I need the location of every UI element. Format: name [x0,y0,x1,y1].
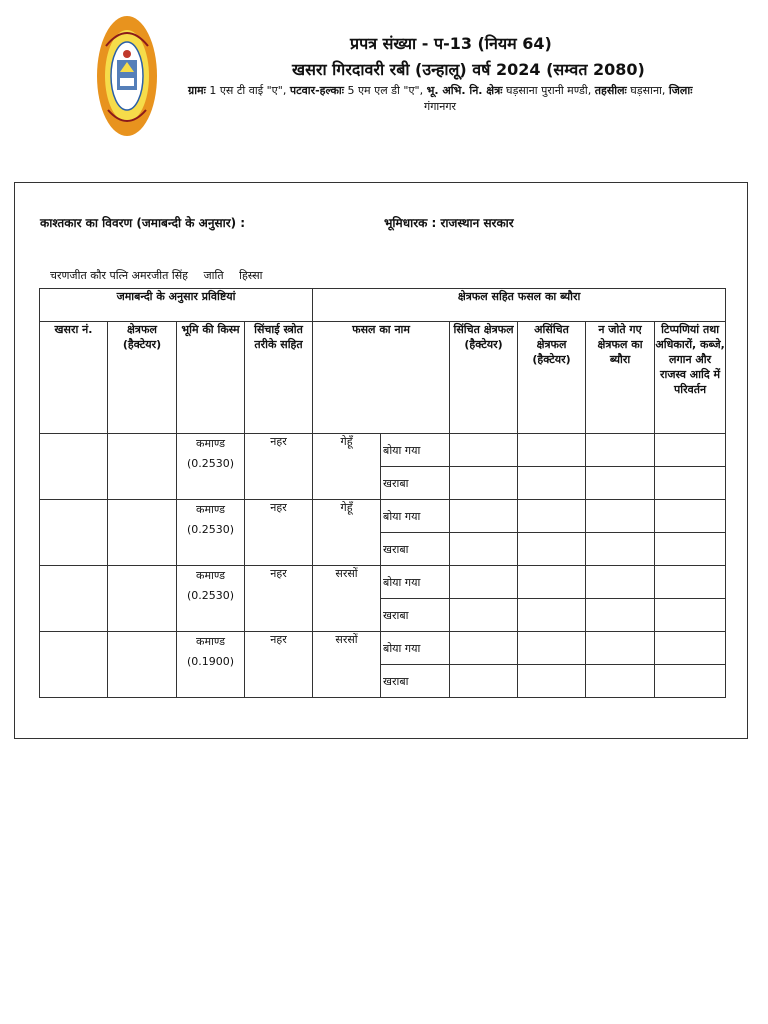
col-header-unploughed: न जोते गए क्षेत्रफल का ब्यौरा [586,322,655,434]
group-header-jamabandi: जमाबन्दी के अनुसार प्रविष्टियां [40,289,313,322]
empty-cell [518,632,586,665]
patwar-value: 5 एम एल डी "ए", [347,84,424,97]
empty-cell [450,533,518,566]
girdawari-table [39,288,726,698]
area-cell [108,632,177,698]
col-header-crop-name: फसल का नाम [313,322,450,434]
empty-cell [450,632,518,665]
land-type: कमाण्ड [196,437,225,450]
form-number-title: प्रपत्र संख्या - प-13 (नियम 64) [350,34,552,53]
land-type: कमाण्ड [196,569,225,582]
patwar-label: पटवार-हल्काः [289,84,344,97]
empty-cell [518,566,586,599]
khasra-cell [40,434,108,500]
village-label: ग्रामः [188,84,206,97]
form-main-title: खसरा गिरदावरी रबी (उन्हालू) वर्ष 2024 (सम्वत 2080) [292,60,645,79]
empty-cell [655,467,726,500]
district-label: जिलाः [668,84,693,97]
empty-cell [586,434,655,467]
group-header-crop-details: क्षेत्रफल सहित फसल का ब्यौरा [313,289,726,322]
land-type-cell [177,566,245,632]
col-header-irrigation: सिंचाई स्त्रोत तरीके सहित [245,322,313,434]
empty-cell [518,533,586,566]
district-value: गंगानगर [424,100,457,113]
empty-cell [450,566,518,599]
table-row [40,434,726,467]
land-type: कमाण्ड [196,635,225,648]
empty-cell [586,533,655,566]
farmer-details-label: काश्तकार का विवरण (जमाबन्दी के अनुसार) : [40,216,246,230]
empty-cell [518,434,586,467]
irrigation-cell: नहर [245,632,313,698]
sown-status: बोया गया [381,632,450,665]
land-type-cell [177,434,245,500]
land-type-cell [177,632,245,698]
crop-cell: गेहूँ [313,434,381,500]
empty-cell [450,467,518,500]
empty-cell [518,467,586,500]
empty-cell [655,500,726,533]
land-area: (0.2530) [186,589,235,602]
empty-cell [655,533,726,566]
empty-cell [518,665,586,698]
land-area: (0.1900) [186,655,235,668]
empty-cell [586,467,655,500]
col-header-land-type: भूमि की किस्म [177,322,245,434]
empty-cell [450,500,518,533]
land-type-cell [177,500,245,566]
empty-cell [586,632,655,665]
table-row [40,500,726,533]
crop-cell: सरसों [313,566,381,632]
empty-cell [450,599,518,632]
empty-cell [655,599,726,632]
empty-cell [586,599,655,632]
khasra-cell [40,566,108,632]
bhu-value: घड़साना पुरानी मण्डी, [506,84,592,97]
sown-status: बोया गया [381,500,450,533]
damaged-status: खराबा [381,533,450,566]
empty-cell [586,500,655,533]
empty-cell [450,434,518,467]
khasra-cell [40,500,108,566]
table-row [40,632,726,665]
damaged-status: खराबा [381,665,450,698]
irrigation-cell: नहर [245,566,313,632]
landholder-label: भूमिधारक : राजस्थान सरकार [384,216,514,230]
crop-cell: सरसों [313,632,381,698]
empty-cell [655,434,726,467]
tehsil-label: तहसीलः [594,84,627,97]
col-header-area: क्षेत्रफल (हैक्टेयर) [108,322,177,434]
empty-cell [586,566,655,599]
khasra-cell [40,632,108,698]
bhu-label: भू. अभि. नि. क्षेत्रः [426,84,503,97]
crop-cell: गेहूँ [313,500,381,566]
empty-cell [655,632,726,665]
location-details [188,83,708,115]
col-header-irrigated-area: सिंचित क्षेत्रफल (हैक्टेयर) [450,322,518,434]
empty-cell [518,599,586,632]
owner-name: चरणजीत कौर पत्नि अमरजीत सिंह [50,269,188,282]
land-area: (0.2530) [186,523,235,536]
irrigation-cell: नहर [245,434,313,500]
owner-line [50,268,274,283]
caste-label: जाति [203,269,224,282]
damaged-status: खराबा [381,599,450,632]
empty-cell [450,665,518,698]
col-header-khasra: खसरा नं. [40,322,108,434]
irrigation-cell: नहर [245,500,313,566]
empty-cell [655,566,726,599]
land-type: कमाण्ड [196,503,225,516]
tehsil-value: घड़साना, [630,84,666,97]
seal-logo [96,14,158,138]
land-area: (0.2530) [186,457,235,470]
area-cell [108,566,177,632]
share-label: हिस्सा [239,269,263,282]
col-header-unirrigated-area: असिंचित क्षेत्रफल (हैक्टेयर) [518,322,586,434]
seal-icon [96,14,158,138]
empty-cell [655,665,726,698]
empty-cell [518,500,586,533]
table-row [40,566,726,599]
sown-status: बोया गया [381,566,450,599]
village-value: 1 एस टी वाई "ए", [209,84,287,97]
area-cell [108,434,177,500]
sown-status: बोया गया [381,434,450,467]
col-header-remarks: टिप्पणियां तथा अधिकारों, कब्जे, लगान और राजस्व आदि में परिवर्तन [655,322,726,434]
area-cell [108,500,177,566]
empty-cell [586,665,655,698]
damaged-status: खराबा [381,467,450,500]
